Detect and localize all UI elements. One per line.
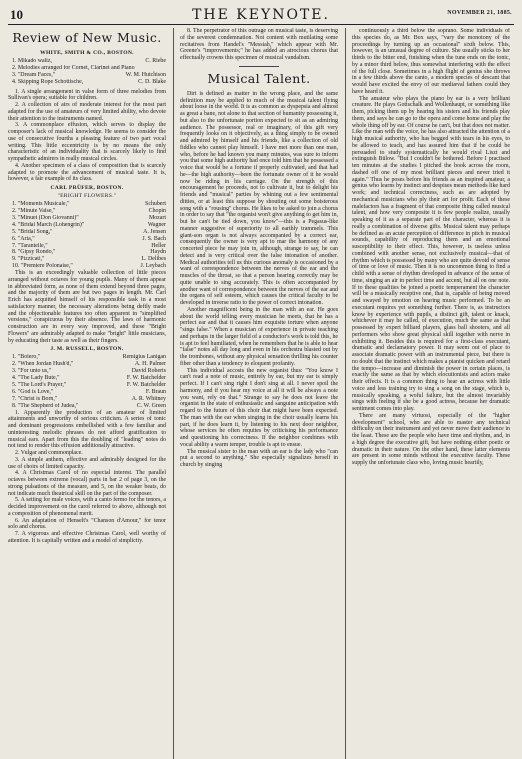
piece-title: 7. "Tarantelle," [12, 242, 48, 249]
list-item [8, 201, 166, 208]
composer-name: W. M. Hutchison [125, 71, 166, 78]
music-list [8, 354, 166, 409]
review-heading: Review of New Music. [12, 30, 162, 45]
list-item [8, 403, 166, 410]
paragraph: 3. A commonplace effusion, which serves to display the composer's lack of musical knowledge. He seems to consider the use of consecutive fourths a pleasing feature of two part vocal writing. This little eccentricity is by no means the only characteristic of an individuality that is scarcely likely to find sympathetic admirers in really musical circles. [8, 122, 166, 163]
piece-title: 1. "Bolero," [12, 354, 41, 361]
paragraph: 6. An adaptation of Henselt's "Chanson d'Amour," for tenor solo and chorus. [8, 517, 166, 531]
review-paragraphs [8, 410, 166, 545]
composer-name: Remigius Lanigan [122, 354, 166, 361]
composer-name: David Roberts [131, 368, 166, 375]
article-paragraphs [352, 28, 510, 467]
publisher-heading: WHITE, SMITH & CO., BOSTON. [40, 50, 134, 56]
list-item [8, 58, 166, 65]
paragraph: 1. A single arrangement in valse form of three melodies from Sullivan's opera; suitable for children. [8, 88, 166, 102]
paragraph: 5. A setting for male voices, with a canto fermo for the tenors, a decided improvement on the carol referred to above, although not a composition of phenomenal merit. [8, 497, 166, 517]
piece-title: 4. "Bridal March (Lohengrin)" [12, 221, 85, 228]
paragraph: 4. A Christmas Carol of no especial interest. The parallel octaves between extreme (vocal) parts in bar 2 of page 3, on the strong pulsations of the measure, and 5, on the weaker beats, do not indicate much theatrical skill on the part of the composer. [8, 470, 166, 497]
composer-name: Haydn [150, 249, 166, 256]
piece-title: 6. "Aria," [12, 235, 35, 242]
paragraph: 1. Apparently the production of an amateur of limited attainments and unworthy of serious criticism. A series of tonic and dominant progressions embellished with a few familiar and uninteresting melodic phrases do not afford gratification to musical ears. Apart from this the doubling of "leading" notes do not tend to render this effusion additionally attractive. [8, 409, 166, 450]
music-list [8, 58, 166, 86]
piece-title: 7. "Christ is Born," [12, 395, 58, 402]
piece-title: 5. "The Lord's Prayer," [12, 382, 67, 389]
newspaper-title: THE KEYNOTE. [192, 7, 330, 23]
piece-title: 10. "Premiere Polonaise," [12, 263, 73, 270]
list-item [8, 389, 166, 396]
composer-name: F. W. Batchelder [126, 375, 166, 382]
list-item [8, 208, 166, 215]
paragraph: 3. A simple anthem, effective and admirably designed for the use of choirs of limited capacity. [8, 456, 166, 470]
list-item [8, 396, 166, 403]
paragraph: 2. Vulgar and commonplace. [15, 450, 83, 457]
column-3 [352, 28, 510, 759]
article-paragraphs [180, 91, 338, 469]
paragraph: 4. Another specimen of a class of composition that is scarcely adapted to promote the advancement of musical taste. It is, however, a fair example of its class. [8, 162, 166, 183]
list-item [8, 215, 166, 222]
composer-name: Heller [151, 242, 166, 249]
composer-name: Schubert [145, 201, 166, 208]
paragraph: 7. A vigorous and effective Christmas Carol, well worthy of attention. It is capitally written and a model of simplicity. [8, 531, 166, 544]
list-item [8, 382, 166, 389]
list-item [8, 368, 166, 375]
composer-name: C. Riebe [145, 58, 166, 64]
piece-title: 9. "Pizzicati," [12, 256, 45, 263]
composer-name: C. D. Blake [138, 78, 166, 85]
publisher-heading: CARL PRÜFER, BOSTON. [50, 185, 124, 192]
composer-name: A. H. Palmer [134, 361, 166, 368]
composer-name: Mozart [148, 214, 166, 221]
masthead [8, 6, 514, 25]
piece-title: 4. Skipping Rope Schottische, [12, 78, 84, 85]
list-item [8, 79, 166, 86]
composer-name: A. Jensen [143, 228, 166, 235]
composer-name: J. Leybach [140, 263, 166, 270]
composer-name: A. R. Whitney [131, 395, 166, 402]
page-number: 10 [10, 7, 23, 22]
list-item [8, 65, 166, 72]
column-2 [180, 28, 338, 759]
composer-name: Chopin [148, 208, 166, 215]
piece-title: 3. "Dream Faces," [12, 71, 56, 78]
collection-title: "ERIGHT FLOWERS." [57, 193, 117, 200]
piece-title: 2. Melodies arranged for Cornet, Clarinet and Piano [12, 64, 135, 71]
piece-title: 1. Mikado waltz, [12, 58, 52, 64]
column-1 [8, 28, 166, 759]
paragraph: This individual accosts the new organist thus: "You know I can't read a note of music, entirely by ear, but my ear is simply perfect. If I can't sing right I don't sing at all. I never spoil the harmony, and if you hear my voice at all it will be always a note you want, rely on that." Strange to say he does not leave the organist in the state of enthusiastic and sanguine anticipation with regard to the future of this choir that might have been expected. The man with the ear when singing in the choir usually learns his part, if he does learn it, by listening to his next door neighbor, whose services he often requites by criticising his performance and questioning his correctness. If the neighbor combines with vocal ability a warm temper, trouble is apt to ensue. [180, 367, 338, 448]
list-item [8, 249, 166, 256]
composer-name: J. S. Bach [142, 235, 166, 242]
review-paragraph: This is an exceedingly valuable collection of little pieces arranged without octaves for young pupils. Many of them appear in abbreviated form, as none of them extend beyond three pages, and the majority of them are but two pages in length. Mr. Carl Erich has acquitted himself of his responsible task in a most satisfactory manner, the necessary alterations being deftly made and the objectionable features too often apparent in "simplified versions," conspicuous by their absence. The laws of harmonic construction are in every way improved, and these "Bright Flowers" are admirably adapted to make "bright" little musicians, by educating their taste as well as their fingers. [8, 270, 166, 344]
composer-name [163, 65, 166, 72]
paragraph: Another magnificent being in the man with an ear. He goes about the world telling every musician he meets, that he has a perfect ear and that it causes him exquisite torture when anyone "sings false." When a musician of experience in private teaching and perhaps in the larger field of a conductor's work is told this, he is apt to feel humiliated, when he remembers that he is able to hear "false" notes all day long and even in his orchestra blasted out by the trombones, without any physical sensation thrilling his counter fiber other than a tendency to eloquent profanity. [180, 306, 338, 367]
list-item [8, 354, 166, 361]
list-item [8, 222, 166, 229]
issue-date: NOVEMBER 21, 1885. [447, 10, 512, 16]
music-list [8, 201, 166, 270]
list-item [8, 72, 166, 79]
composer-name: Wagner [147, 221, 166, 228]
list-item [8, 243, 166, 250]
list-item [8, 361, 166, 368]
piece-title: 4. "The Lady Bute," [12, 375, 60, 382]
composer-name: F. Braun [145, 388, 166, 395]
paragraph: The musical sister to the man with an ear is the lady who "can put a second to anything." She especially signalizes herself in church by singing [180, 448, 338, 468]
list-item [8, 375, 166, 382]
review-paragraph: 8. The perpetrator of this outrage on musical taste, is deserving of the severest condemnation. Not content with mutilating some recitatives from Handel's "Messiah," which appear with Mr. Greene's "improvements;" he has added an atrocious chorus that effectually crowns this specimen of musical vandalism. [180, 28, 338, 61]
piece-title: 3. "Minuet (Don Giovanni)" [12, 214, 79, 221]
column-divider [173, 28, 174, 759]
piece-title: 8. "The Shepherd of Judea," [12, 402, 79, 409]
paragraph: continuously a third below the soprano. Some individuals of this species do, as Mr. Box says, "vary the monotony of the proceedings by turning up an occasional" sixth below. This, however, is an unusual degree of culture. She usually sticks to her thirds to the bitter end, finishing when the tune ends on the tonic, by a minor third below, thus somewhat interfering with the effect of the full close. Sometimes in a high flight of genius she throws in a few thirds above the canto, a modern species of descant that would have excited the envy of our mediæval fathers could they have heard it. [352, 28, 510, 95]
piece-title: 8. "Gipsy Rondo," [12, 249, 56, 256]
paragraph: There are many virtuosi, especially of the "higher development" school, who are able to master any technical difficulty on their instrument and yet never move their audience in the least. These are the people who have time and rhythm, and, in a high degree the executive gift, but have nothing either poetic or dramatic in their nature. On the other hand, these latter elements are present in some minds without the executive faculty. These supply the unfortunate class who, loving music heartily, [352, 412, 510, 466]
publisher-heading: J. M. RUSSELL, BOSTON. [50, 346, 124, 353]
list-item [8, 229, 166, 236]
article-heading: Musical Talent. [207, 70, 311, 86]
piece-title: 2. "When Jordan Hush'd," [12, 361, 74, 368]
paragraph: Dirt is defined as matter in the wrong place, and the same definition may be applied to much of the musical talent flying about loose in the world. It is as common as dyspepsia and almost as great a bane, not alone to that section of humanity possessing it, but also to the unfortunate portion expected to sit as an admiring audience. The possessor, real or imaginary, of this gift very frequently looks on it objectively, as a thing simply to be owned and admired by himself and his friends, like a collection of old fiddles who cannot play himself. I have met more than one man, who, before he had known you many minutes, was sure to inform you that some high authority had once told him that he possessed a voice that would be a fortune if properly cultivated, and that had he—the high authority—been the fortunate owner of it he would now be riding in his carriage. On the strength of this encouragement he proceeds, not to cultivate it, but to delight his friends and "musical" parties by whining out a few sentimental ditties, or at least this suppose by shouting out some boisterous song with a "rousing" chorus. He likes to be asked to join a chorus in order to say that "the organist won't give anything to get him in, but he can't be tied down, you know"—this is a Pegasus-like manner suggestive of superiority to all earthly trammels. This giant-son organ is not always accompanied by a correct ear, consequently the owner is very apt to mar the harmony of any concerted piece he may join in, although, strange to say, he can detect and is very critical over the false intonation of another. Medical authorities tell us this curious anomaly is occasioned by a want of correspondence between the nerves of the ear and the muscles of the throat, so that a person hearing correctly may be quite unable to sing accurately. This is often accompanied by another want of correspondence between the nerves of the ear and the organs of self esteem, which causes the critical faculty to be developed in inverse ratio to the power of correct intonation. [180, 90, 338, 306]
piece-title: 6. "God is Love," [12, 388, 54, 395]
list-item [8, 256, 166, 263]
review-paragraphs [8, 89, 166, 184]
composer-name: F. W. Batchelder [126, 382, 166, 389]
composer-name: L. Delibes [141, 256, 166, 263]
piece-title: 1. "Moments Musicale," [12, 201, 70, 208]
piece-title: 3. "For unto us," [12, 368, 52, 375]
piece-title: 2. "Minute Valse," [12, 208, 56, 215]
list-item [8, 236, 166, 243]
paragraph: The amateur who plays the piano by ear is a very brilliant creature. He plays Gottschalk and Wollenhaupt, or something like them, picking them up by hearing his sisters and his friends play them, and says he can go to the opera and come home and play the whole thing off by ear. Of course he can't, but that does not matter. Like the man with the voice, he has also attracted the attention of a high musical authority, who has begged with tears in his eyes, to be allowed to teach, and has assured him that if he could be persuaded to study systematically he would rival Liszt and extinguish Bülow. "But I couldn't be bothered. Before I practised ten minutes at the studies I pitched the book across the room, dashed off one of my most brilliant pieces and never tried it again." Thus he poses before his friends as an inspired amateur, a genius who learns by instinct and despises mean methods like hard work; and technical correctness, such as are adopted by mechanical musicians who ply their art for profit. Each of these malefactors has a fragment of that composite thing called musical talent, and how very composite it is few people realize, usually speaking of it as a separate part of the character, whereas it is really a combination of diverse gifts. Musical talent may perhaps be defined as an acute perception of difference in pitch in musical sounds, capability of reproducing them and an emotional susceptibility to their effect. This, however, is useless unless combined with another sense, not exclusively musical—that of rhythm which is possessed by many who are quite devoid of sense of time or love of music. Then it is no uncommon thing to find a child with a sense of rhythm developed in advance of the sense of time, singing an air in perfect time and accent, but all on one note. If to these qualities be joined a poetic temperament the character will be a musically receptive one, that is, capable of being moved and swayed by emotion on hearing music performed. To be an executant requires yet something further. There is, as instructors know by experience with pupils, a distinct gift, talent or knack, whichever it may be called, of execution, much the same as that possessed by expert billiard players, glass ball shooters, and all performers who show great physical skill together with nerve in exhibiting it. Besides this is required for a first-class executant, dramatic and declamatory power. It may seem out of place to associate dramatic power with an instrumental piece, but there is no doubt that the instinct which makes a pianist quicken and retard the tempo—increase and diminish the power in certain places, is exactly the same as that by which elocutionists and actors make their effects. It is a common thing to hear an actress with little voice and less training try to sing a song on the stage, which is, musically speaking, a woful failure, but the almost invariably sings with feeling if she be a good actress, because her dramatic sentiment comes into play. [352, 95, 510, 412]
paragraph: 2. A collection of airs of moderate interest for the most part adapted for the use of amateurs of very limited ability, who devote their attention to the instruments named. [8, 102, 166, 122]
column-divider [345, 28, 346, 759]
section-divider [239, 66, 279, 67]
composer-name: C. W. Green [136, 402, 166, 409]
article-columns [8, 28, 514, 759]
piece-title: 5. "Bridal Song," [12, 228, 53, 235]
